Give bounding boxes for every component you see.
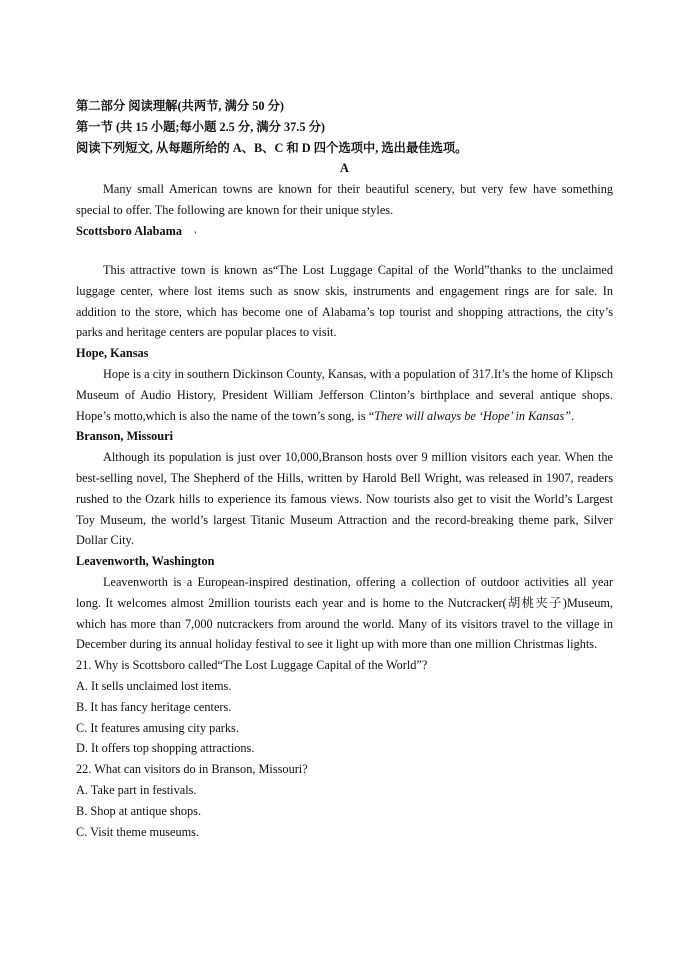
question-22-option-c: C. Visit theme museums. xyxy=(76,824,200,839)
passage-letter: A xyxy=(340,161,349,176)
town-name-leavenworth: Leavenworth, Washington xyxy=(76,554,215,569)
town-text-scottsboro: This attractive town is known as“The Lost Luggage Capital of the World”thanks to the unclaimed luggage center, where lost items such as snow skis, instruments and engagement rings are for sale. In addition to the store, which has become one of Alabama’s top tourist and shopping attractions, the city’s parks and heritage centers are popular places to visit. xyxy=(76,263,613,340)
town-name-hope: Hope, Kansas xyxy=(76,346,149,361)
reading-page xyxy=(76,96,613,842)
passage-intro: Many small American towns are known for their beautiful scenery, but very few have something special to offer. The following are known for their unique styles. xyxy=(76,182,613,217)
question-21-option-c: C. It features amusing city parks. xyxy=(76,720,239,735)
question-22-option-b: B. Shop at antique shops. xyxy=(76,803,202,818)
town-name-branson: Branson, Missouri xyxy=(76,429,174,444)
instructions: 阅读下列短文, 从每题所给的 A、B、C 和 D 四个选项中, 选出最佳选项。 xyxy=(76,140,468,155)
question-22-option-a: A. Take part in festivals. xyxy=(76,782,197,797)
question-21-option-d: D. It offers top shopping attractions. xyxy=(76,741,255,756)
question-21-option-b: B. It has fancy heritage centers. xyxy=(76,699,232,714)
hope-motto: There will always be ‘Hope’ in Kansas” xyxy=(374,408,572,423)
question-21: 21. Why is Scottsboro called“The Lost Luggage Capital of the World”? xyxy=(76,658,428,673)
blank-line xyxy=(76,246,613,260)
section-heading: 第一节 (共 15 小题;每小题 2.5 分, 满分 37.5 分) xyxy=(76,119,326,134)
town-name-scottsboro: Scottsboro Alabama ' xyxy=(76,223,197,241)
question-22: 22. What can visitors do in Branson, Missouri? xyxy=(76,762,308,777)
question-21-option-a: A. It sells unclaimed lost items. xyxy=(76,678,232,693)
town-text-hope: Hope is a city in southern Dickinson County, Kansas, with a population of 317.It’s the home of Klipsch Museum of Audio History, President William Jefferson Clinton’s birthplace and several antique shops. Hope’s motto,which is also the name of the town’s song, is “There will always be ‘Hope’ in Kansas”. xyxy=(76,367,613,423)
town-text-leavenworth: Leavenworth is a European-inspired destination, offering a collection of outdoor activities all year long. It welcomes almost 2million tourists each year and is home to the Nutcracker(胡桃夹子)Museum, which has more than 7,000 nutcrackers from around the world. Many of its visitors travel to the village in December during its annual holiday festival to see it light up with more than one million Christmas lights. xyxy=(76,574,613,652)
town-text-branson: Although its population is just over 10,000,Branson hosts over 9 million visitors each year. When the best-selling novel, The Shepherd of the Hills, written by Harold Bell Wright, was released in 1907, readers rushed to the Ozark hills to experience its famous views. Now tourists also get to visit the World’s Largest Toy Museum, the world’s largest Titanic Museum Attraction and the record-breaking theme park, Silver Dollar City. xyxy=(76,450,613,548)
part-heading: 第二部分 阅读理解(共两节, 满分 50 分) xyxy=(76,99,285,113)
